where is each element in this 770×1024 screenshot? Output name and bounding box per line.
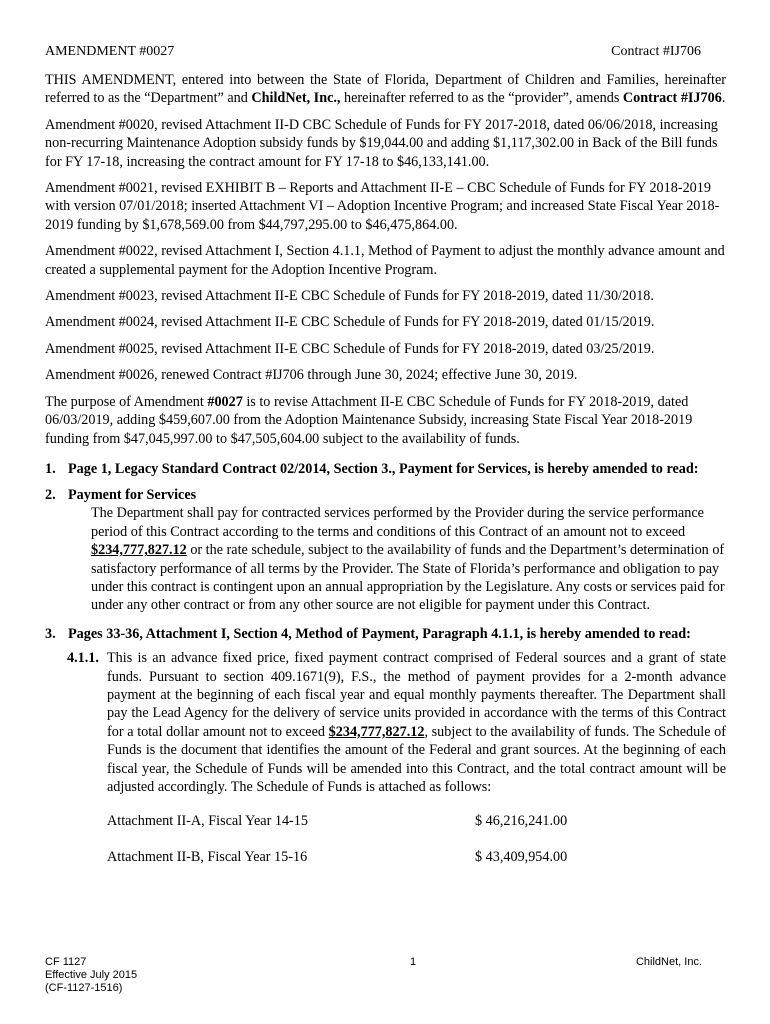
item-number: 2. <box>45 486 56 503</box>
contract-reference: Contract #IJ706 <box>622 90 722 107</box>
item-1 <box>45 458 726 480</box>
footer-organization: ChildNet, Inc. <box>635 956 702 968</box>
effective-date: Effective July 2015 <box>45 969 138 981</box>
purpose-amendment-number: #0027 <box>207 393 243 410</box>
provider-name: ChildNet, Inc., <box>251 90 341 107</box>
attachment-amount: $ 43,409,954.00 <box>475 849 568 866</box>
footer-form-info <box>45 956 137 995</box>
page-number: 1 <box>410 956 417 968</box>
attachment-row <box>107 848 726 866</box>
attachment-amount: $ 46,216,241.00 <box>475 813 568 830</box>
intro-paragraph: THIS AMENDMENT, entered into between the State of Florida, Department of Children and Families, hereinafter referred to as the “Department” and ChildNet, Inc., hereinafter referred to as the “provider”, amends Contract #IJ706. <box>45 72 726 107</box>
item-text: Page 1, Legacy Standard Contract 02/2014, Section 3., Payment for Services, is hereby amended to read: <box>68 460 699 477</box>
item-2 <box>45 486 726 504</box>
item-number: 1. <box>45 460 56 477</box>
amendment-0021: Amendment #0021, revised EXHIBIT B – Reports and Attachment II-E – CBC Schedule of Funds for FY 2018-2019 with version 07/01/2018; inserted Attachment VI – Adoption Incentive Program; and increased State Fiscal Year 2018-2019 funding by $1,678,569.00 from $44,797,295.00 to $46,475,864.00. <box>45 180 720 233</box>
amendment-number: AMENDMENT #0027 <box>45 44 175 59</box>
contract-number: Contract #IJ706 <box>611 44 701 59</box>
purpose-paragraph: The purpose of Amendment #0027 is to revise Attachment II-E CBC Schedule of Funds for FY 2018-2019, dated 06/03/2019, adding $459,607.00 from the Adoption Maintenance Subsidy, increasing State Fiscal Year 2018-2019 funding from $47,045,997.00 to $47,505,604.00 subject to the availability of funds. <box>45 393 693 447</box>
payment-services-heading: Payment for Services <box>68 486 197 503</box>
item-3 <box>45 625 726 643</box>
form-code: (CF-1127-1516) <box>45 982 123 994</box>
section-4-1-1: 4.1.1. This is an advance fixed price, fixed payment contract comprised of Federal sources and a grant of state funds. Pursuant to section 409.1671(9), F.S., the method of payment provides for a 2-month advance payment at the beginning of each fiscal year and equal monthly payments thereafter. The Department shall pay the Lead Agency for the delivery of service units provided in accordance with the terms of this Contract for a total dollar amount not to exceed $234,777,827.12, subject to the availability of funds. The Schedule of Funds is the document that identifies the amount of the Federal and grant sources. At the beginning of each fiscal year, the Schedule of Funds will be amended into this Contract, and the total contract amount will be adjusted accordingly. The Schedule of Funds is attached as follows: <box>67 650 726 795</box>
item-text: Pages 33-36, Attachment I, Section 4, Method of Payment, Paragraph 4.1.1, is hereby amended to read: <box>68 625 691 642</box>
amendment-0023: Amendment #0023, revised Attachment II-E CBC Schedule of Funds for FY 2018-2019, dated 11/30/2018. <box>45 288 654 305</box>
contract-max-amount: $234,777,827.12 <box>91 542 187 559</box>
document-body <box>45 71 726 866</box>
section-max-amount: $234,777,827.12 <box>328 723 425 740</box>
item-number: 3. <box>45 625 56 642</box>
amendment-0022: Amendment #0022, revised Attachment I, Section 4.1.1, Method of Payment to adjust the monthly advance amount and created a supplemental payment for the Adoption Incentive Program. <box>45 243 725 278</box>
payment-services-text: The Department shall pay for contracted services performed by the Provider during the service performance period of this Contract according to the terms and conditions of this Contract of an amount not to exceed $234,777,827.12 or the rate schedule, subject to the availability of funds and the Department’s determination of satisfactory performance of all terms by the Provider. The State of Florida’s performance and obligation to pay under this contract is contingent upon an annual appropriation by the Legislature. Any costs or services paid for under any other contract or from any other source are not eligible for payment under this Contract. <box>91 505 725 614</box>
amendment-0025: Amendment #0025, revised Attachment II-E CBC Schedule of Funds for FY 2018-2019, dated 03/25/2019. <box>45 340 655 357</box>
attachment-label: Attachment II-B, Fiscal Year 15-16 <box>107 849 308 866</box>
attachment-row <box>107 812 726 830</box>
amendment-0024: Amendment #0024, revised Attachment II-E CBC Schedule of Funds for FY 2018-2019, dated 01/15/2019. <box>45 314 655 331</box>
attachment-label: Attachment II-A, Fiscal Year 14-15 <box>107 813 308 830</box>
amendment-0020: Amendment #0020, revised Attachment II-D CBC Schedule of Funds for FY 2017-2018, dated 06/06/2018, increasing non-recurring Maintenance Adoption subsidy funds by $19,044.00 and adding $1,117,302.00 in Back of the Bill funds for FY 17-18, increasing the contract amount for FY 17-18 to $46,133,141.00. <box>45 116 718 170</box>
section-number: 4.1.1. <box>67 650 99 667</box>
amendment-0026: Amendment #0026, renewed Contract #IJ706 through June 30, 2024; effective June 30, 2019. <box>45 367 578 384</box>
form-number: CF 1127 <box>45 956 87 968</box>
